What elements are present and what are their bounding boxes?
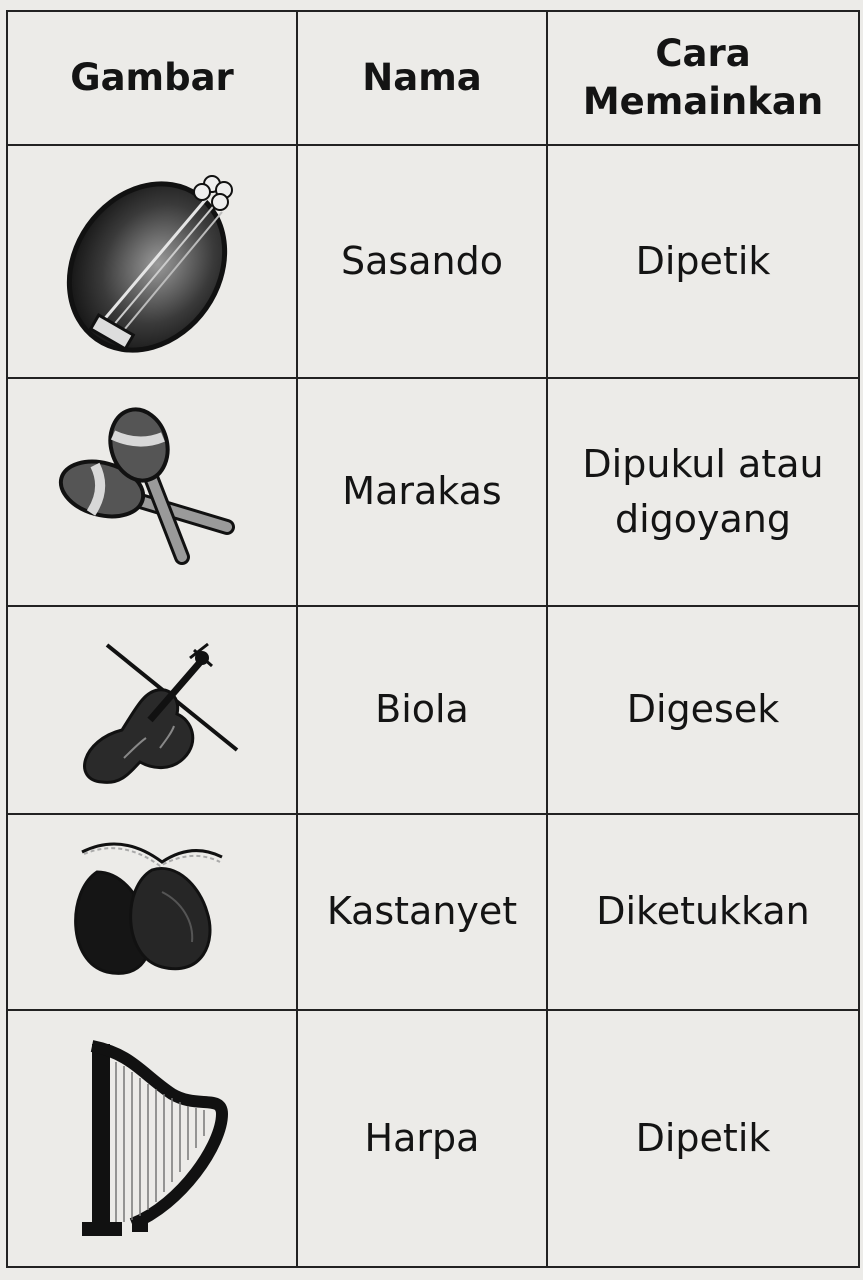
cara-cell: Dipetik — [547, 1010, 859, 1267]
table-row — [7, 378, 859, 606]
table-row — [7, 1010, 859, 1267]
table-row — [7, 606, 859, 814]
header-gambar: Gambar — [7, 11, 297, 145]
maracas-icon — [57, 407, 247, 577]
cara-cell: Digesek — [547, 606, 859, 814]
instrument-table — [6, 10, 860, 1268]
header-nama: Nama — [297, 11, 547, 145]
picture-cell — [7, 1010, 297, 1267]
picture-cell — [7, 814, 297, 1010]
picture-cell — [7, 378, 297, 606]
cara-cell: Diketukkan — [547, 814, 859, 1010]
picture-cell — [7, 145, 297, 378]
table-row — [7, 145, 859, 378]
violin-icon — [62, 630, 242, 790]
nama-cell: Harpa — [297, 1010, 547, 1267]
nama-cell: Sasando — [297, 145, 547, 378]
table-row — [7, 814, 859, 1010]
header-cara-memainkan: Cara Memainkan — [547, 11, 859, 145]
nama-cell: Kastanyet — [297, 814, 547, 1010]
nama-cell: Biola — [297, 606, 547, 814]
harp-icon — [72, 1034, 232, 1244]
sasando-icon — [62, 162, 242, 362]
picture-cell — [7, 606, 297, 814]
header-row — [7, 11, 859, 145]
nama-cell: Marakas — [297, 378, 547, 606]
cara-cell: Dipetik — [547, 145, 859, 378]
castanets-icon — [62, 832, 242, 992]
cara-cell: Dipukul atau digoyang — [547, 378, 859, 606]
